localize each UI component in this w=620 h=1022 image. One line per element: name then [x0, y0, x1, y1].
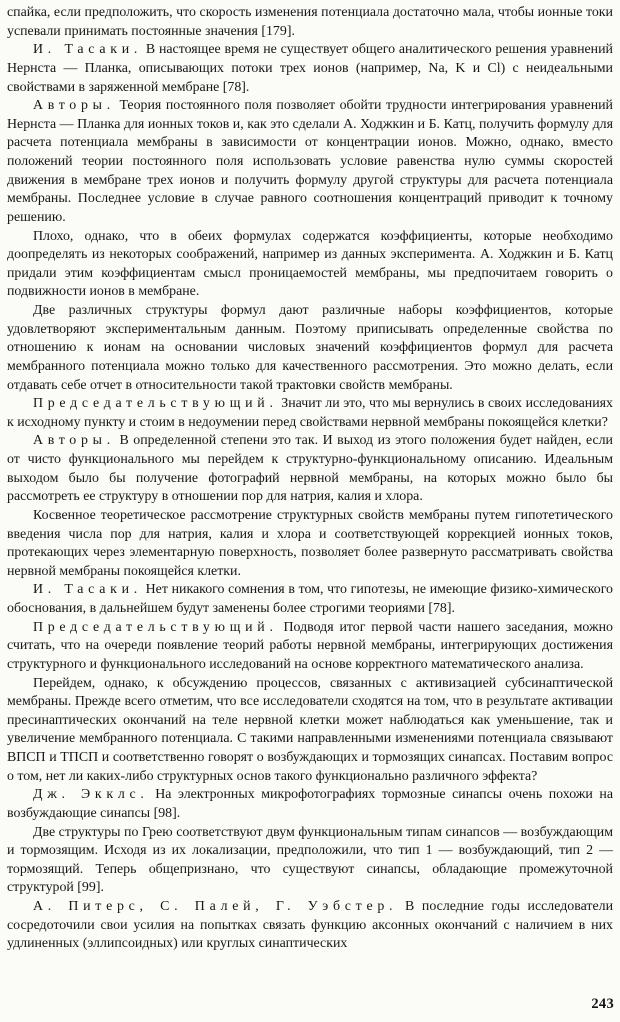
paragraph-text: Подводя итог первой части нашего заседания, можно считать, что на очереди появление теорий работы нервной мембраны, интегрирующих достижения структурного и функционального исследований на основе корректного математического анализа.: [7, 619, 613, 672]
paragraph-text: Теория постоянного поля позволяет обойти трудности интегрирования уравнений Нернста — Планка для ионных токов и, как это сделали А. Ходжкин и Б. Катц, получить формулу для расчета потенциала мембраны в зависимости от концентрации ионов. Можно, однако, вместо положений теории постоянного поля использовать условие равенства нулю суммы скоростей движения в мембране трех ионов и получить формулу другой структуры для расчета потенциала мембраны. Последнее условие в случае равного соотношения концентраций приводит к точному решению.: [7, 98, 613, 225]
paragraph-8: [7, 507, 613, 582]
speaker-name: Авторы.: [33, 433, 115, 449]
paragraph-text: спайка, если предположить, что скорость изменения потенциала достаточно мала, чтобы ионные токи успевали принимать постоянные значения [179].: [7, 5, 613, 39]
paragraph-text: Плохо, однако, что в обеих формулах содержатся коэффициенты, которые необходимо доопределять из некоторых соображений, например из данных эксперимента. А. Ходжкин и Б. Катц придали этим коэффициентам смысл проницаемостей мембраны, мы предпочитаем говорить о подвижности ионов в мембране.: [7, 228, 613, 300]
paragraph-5: [7, 302, 613, 395]
paragraph-12: [7, 786, 613, 823]
paragraph-1: [7, 4, 613, 41]
speaker-name: И. Тасаки.: [33, 42, 143, 58]
paragraph-9: [7, 581, 613, 618]
paragraph-11: [7, 675, 613, 787]
paragraph-13: [7, 824, 613, 899]
paragraph-text: На электронных микрофотографиях тормозные синапсы очень похожи на возбуждающие синапсы [98].: [7, 787, 614, 821]
paragraph-text: Значит ли это, что мы вернулись в своих исследованиях к исходному пункту и стоим в недоумении перед свойствами нервной мембраны покоящейся клетки?: [7, 396, 613, 430]
paragraph-text: В последние годы исследователи сосредоточили свои усилия на попытках связать функцию аксонных окончаний с наличием в них удлиненных (эллипсоидных) или круглых синаптических: [7, 899, 614, 952]
paragraph-text: Нет никакого сомнения в том, что гипотезы, не имеющие физико-химического обоснования, в дальнейшем будут заменены более строгими теориями [78].: [7, 582, 613, 616]
page-text: [7, 4, 613, 954]
paragraph-text: В настоящее время не существует общего аналитического решения уравнений Нернста — Планка, описывающих потоки трех ионов (например, Na, K и Cl) с неидеальными свойствами в заряженной мембране [78].: [7, 42, 613, 95]
paragraph-text: Две различных структуры формул дают различные наборы коэффициентов, которые удовлетворяют экспериментальным данным. Поэтому приписывать определенные свойства по отношению к ионам на основании числовых значений коэффициентов формул для расчета мембранного потенциала можно только для качественного рассмотрения. Это можно делать, если отдавать себе отчет в относительности такой трактовки свойств мембраны.: [7, 303, 613, 393]
paragraph-text: В определенной степени это так. И выход из этого положения будет найден, если от чисто функционального мы перейдем к структурно-функциональному описанию. Идеальным выходом было бы получение фотографий нервной мембраны, на которых можно было бы рассмотреть ее структуру в отношении пор для натрия, калия и хлора.: [7, 433, 613, 505]
paragraph-6: [7, 395, 613, 432]
paragraph-text: Две структуры по Грею соответствуют двум функциональным типам синапсов — возбуждающим и тормозящим. Исходя из их локализации, предположили, что тип 1 — возбуждающий, тип 2 — тормозящий. Теперь общепризнано, что существуют синапсы, обладающие промежуточной структурой [99].: [7, 824, 613, 896]
paragraph-4: [7, 228, 613, 303]
speaker-name: А. Питерс, С. Палей, Г. Уэбстер.: [33, 899, 398, 914]
speaker-name: Председательствующий.: [33, 619, 278, 635]
speaker-name: Авторы.: [33, 98, 115, 114]
paragraph-2: [7, 41, 613, 97]
speaker-name: И. Тасаки.: [33, 582, 142, 598]
paragraph-7: [7, 432, 613, 507]
paragraph-3: [7, 97, 613, 227]
page-number: 243: [591, 996, 614, 1012]
speaker-name: Дж. Экклс.: [33, 787, 149, 803]
paragraph-14: [7, 898, 613, 954]
paragraph-10: [7, 619, 613, 675]
paragraph-text: Перейдем, однако, к обсуждению процессов, связанных с активизацией субсинаптической мембраны. Прежде всего отметим, что все исследователи сходятся на том, что в результате активации пресинаптических окончаний на теле нервной клетки может наблюдаться как уменьшение, так и увеличение мембранного потенциала. С такими направленными изменениями потенциала связывают ВПСП и ТПСП и соответственно говорят о возбуждающих и тормозящих синапсах. Поставим вопрос о том, нет ли каких-либо структурных основ такого функционально различного эффекта?: [7, 675, 613, 784]
paragraph-text: Косвенное теоретическое рассмотрение структурных свойств мембраны путем гипотетического введения числа пор для натрия, калия и хлора и соответствующей коррекцией ионных токов, протекающих через элементарную поверхность, позволяет более развернуто рассматривать свойства нервной мембраны покоящейся клетки.: [7, 507, 613, 579]
speaker-name: Председательствующий.: [33, 396, 278, 412]
